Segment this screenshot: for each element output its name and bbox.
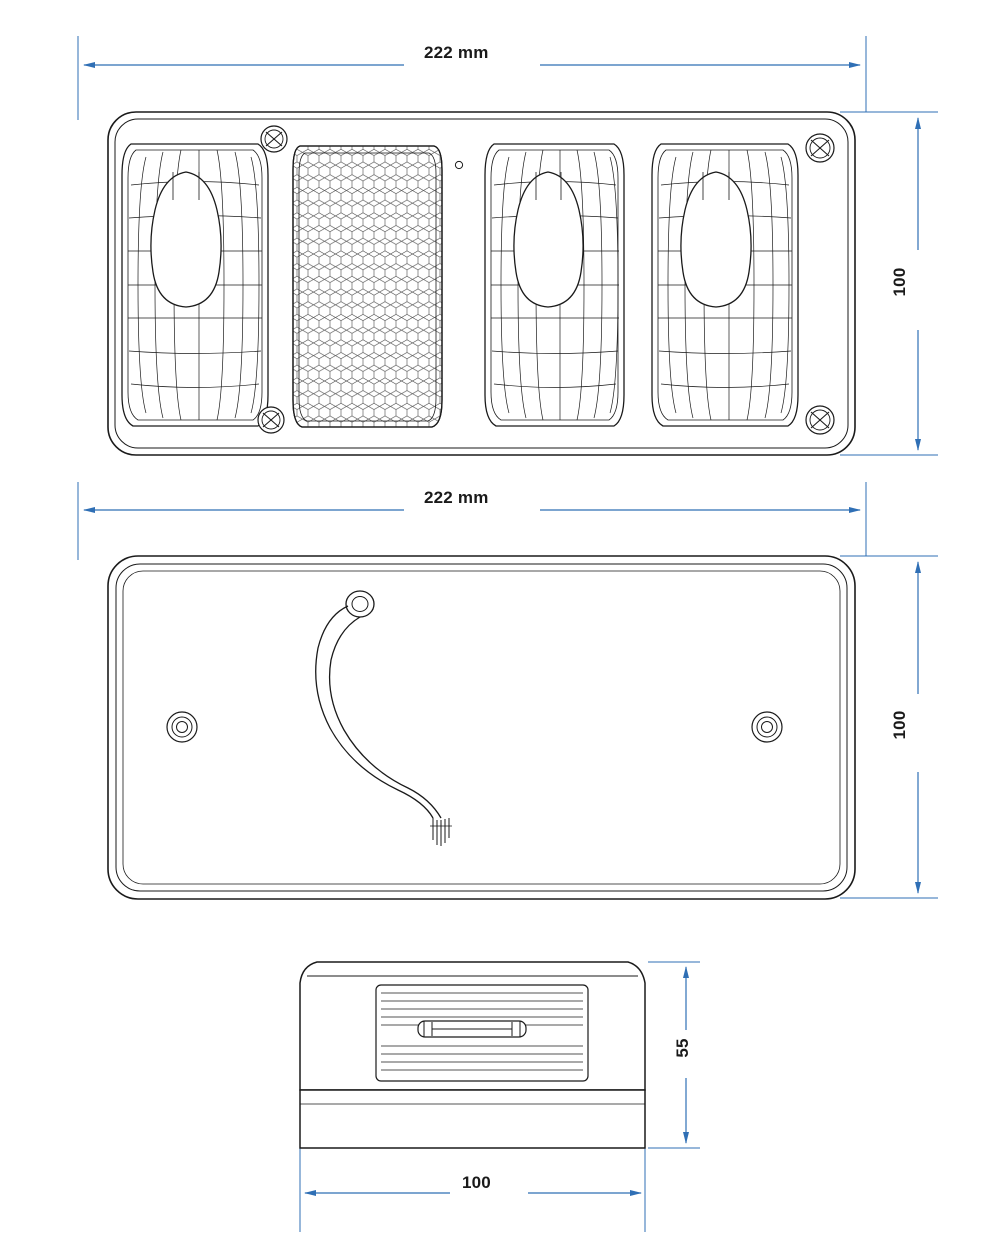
front-view <box>108 112 855 455</box>
dimension-label-side-width: 100 <box>462 1173 491 1192</box>
screw-top-right <box>806 134 834 162</box>
festoon-bulb <box>418 1021 526 1037</box>
side-lens-panel <box>376 985 588 1081</box>
screw-top-left <box>261 126 287 152</box>
dimension-label-rear-width: 222 mm <box>424 488 489 507</box>
dimension-label-rear-height: 100 <box>890 710 909 740</box>
mounting-boss-left <box>167 712 197 742</box>
dimension-label-front-width: 222 mm <box>424 43 489 62</box>
mounting-boss-right <box>752 712 782 742</box>
reflector-panel <box>290 143 446 431</box>
dimension-label-side-height: 55 <box>673 1038 692 1058</box>
side-view <box>300 962 645 1148</box>
vent-hole <box>455 161 462 168</box>
dimension-label-front-height: 100 <box>890 267 909 297</box>
cable-gland <box>346 591 374 617</box>
screw-bottom-right <box>806 406 834 434</box>
screw-bottom-left <box>258 407 284 433</box>
rear-view <box>108 556 855 899</box>
